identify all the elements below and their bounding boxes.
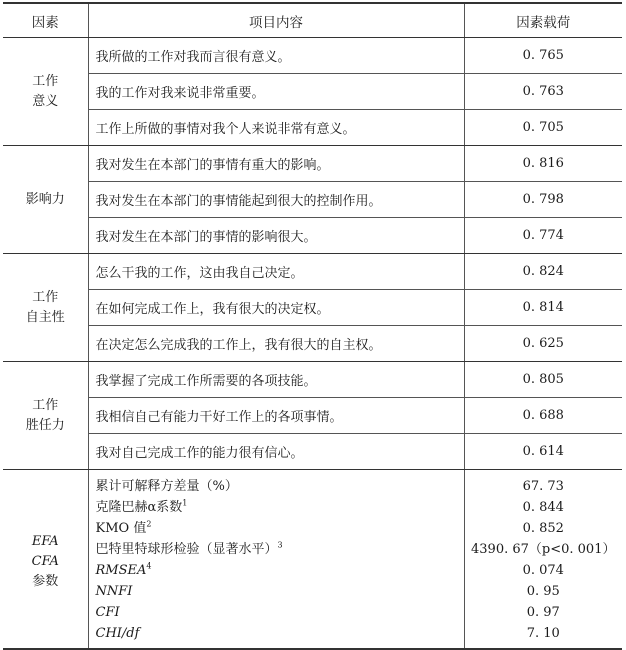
item-text: 在决定怎么完成我的工作上，我有很大的自主权。 bbox=[88, 326, 464, 362]
item-text: 我对发生在本部门的事情有重大的影响。 bbox=[88, 146, 464, 182]
loading-table bbox=[3, 2, 622, 650]
item-loading: 0. 688 bbox=[464, 398, 622, 434]
item-text: 我对自己完成工作的能力很有信心。 bbox=[88, 434, 464, 470]
item-loading: 0. 798 bbox=[464, 182, 622, 218]
param-row bbox=[3, 602, 622, 623]
item-loading: 0. 814 bbox=[464, 290, 622, 326]
table-row bbox=[3, 254, 622, 290]
table-row bbox=[3, 74, 622, 110]
item-loading: 0. 824 bbox=[464, 254, 622, 290]
item-text: 我所做的工作对我而言很有意义。 bbox=[88, 38, 464, 74]
param-row bbox=[3, 539, 622, 560]
factor-cell: 影响力 bbox=[3, 146, 88, 254]
header-item: 项目内容 bbox=[88, 3, 464, 38]
param-row bbox=[3, 560, 622, 581]
item-loading: 0. 763 bbox=[464, 74, 622, 110]
table-row bbox=[3, 146, 622, 182]
param-row bbox=[3, 623, 622, 649]
factor-cell: 工作 意义 bbox=[3, 38, 88, 146]
param-row bbox=[3, 581, 622, 602]
param-name: KMO 值$^2$ bbox=[88, 518, 464, 539]
item-text: 我相信自己有能力干好工作上的各项事情。 bbox=[88, 398, 464, 434]
factor-cell: 工作 胜任力 bbox=[3, 362, 88, 470]
param-row bbox=[3, 518, 622, 539]
item-text: 我掌握了完成工作所需要的各项技能。 bbox=[88, 362, 464, 398]
item-loading: 0. 614 bbox=[464, 434, 622, 470]
param-name: 巴特里特球形检验（显著水平）$^3$ bbox=[88, 539, 464, 560]
table-row bbox=[3, 38, 622, 74]
param-name: CHI/df bbox=[88, 623, 464, 649]
param-value: 4390. 67（p<0. 001） bbox=[471, 542, 616, 557]
efa-cfa-label: EFA CFA 参数 bbox=[3, 470, 88, 650]
param-name: 累计可解释方差量（%） bbox=[88, 470, 464, 498]
param-row bbox=[3, 470, 622, 498]
item-text: 我对发生在本部门的事情能起到很大的控制作用。 bbox=[88, 182, 464, 218]
table-row bbox=[3, 290, 622, 326]
table-row bbox=[3, 326, 622, 362]
table-row bbox=[3, 110, 622, 146]
factor-cell: 工作 自主性 bbox=[3, 254, 88, 362]
param-name: NNFI bbox=[88, 581, 464, 602]
table-row bbox=[3, 182, 622, 218]
item-loading: 0. 816 bbox=[464, 146, 622, 182]
item-text: 怎么干我的工作，这由我自己决定。 bbox=[88, 254, 464, 290]
param-row bbox=[3, 497, 622, 518]
param-name: CFI bbox=[88, 602, 464, 623]
item-text: 工作上所做的事情对我个人来说非常有意义。 bbox=[88, 110, 464, 146]
param-value: 67. 73 bbox=[522, 479, 564, 494]
item-loading: 0. 625 bbox=[464, 326, 622, 362]
table-row bbox=[3, 398, 622, 434]
table-row bbox=[3, 434, 622, 470]
header-factor: 因素 bbox=[3, 3, 88, 38]
param-value: 7. 10 bbox=[464, 623, 622, 649]
table-row bbox=[3, 362, 622, 398]
item-loading: 0. 774 bbox=[464, 218, 622, 254]
item-loading: 0. 765 bbox=[464, 38, 622, 74]
param-name: 克隆巴赫α系数$^1$ bbox=[88, 497, 464, 518]
param-value: 0. 852 bbox=[522, 521, 564, 536]
param-value: 0. 844 bbox=[522, 500, 564, 515]
table-row bbox=[3, 218, 622, 254]
item-loading: 0. 805 bbox=[464, 362, 622, 398]
param-value: 0. 95 bbox=[526, 584, 560, 599]
item-loading: 0. 705 bbox=[464, 110, 622, 146]
param-value: 0. 97 bbox=[526, 605, 560, 620]
header-loading: 因素载荷 bbox=[464, 3, 622, 38]
param-value: 0. 074 bbox=[522, 563, 564, 578]
item-text: 我对发生在本部门的事情的影响很大。 bbox=[88, 218, 464, 254]
param-name: RMSEA$^4$ bbox=[88, 560, 464, 581]
item-text: 在如何完成工作上，我有很大的决定权。 bbox=[88, 290, 464, 326]
table-header-row bbox=[3, 3, 622, 38]
item-text: 我的工作对我来说非常重要。 bbox=[88, 74, 464, 110]
